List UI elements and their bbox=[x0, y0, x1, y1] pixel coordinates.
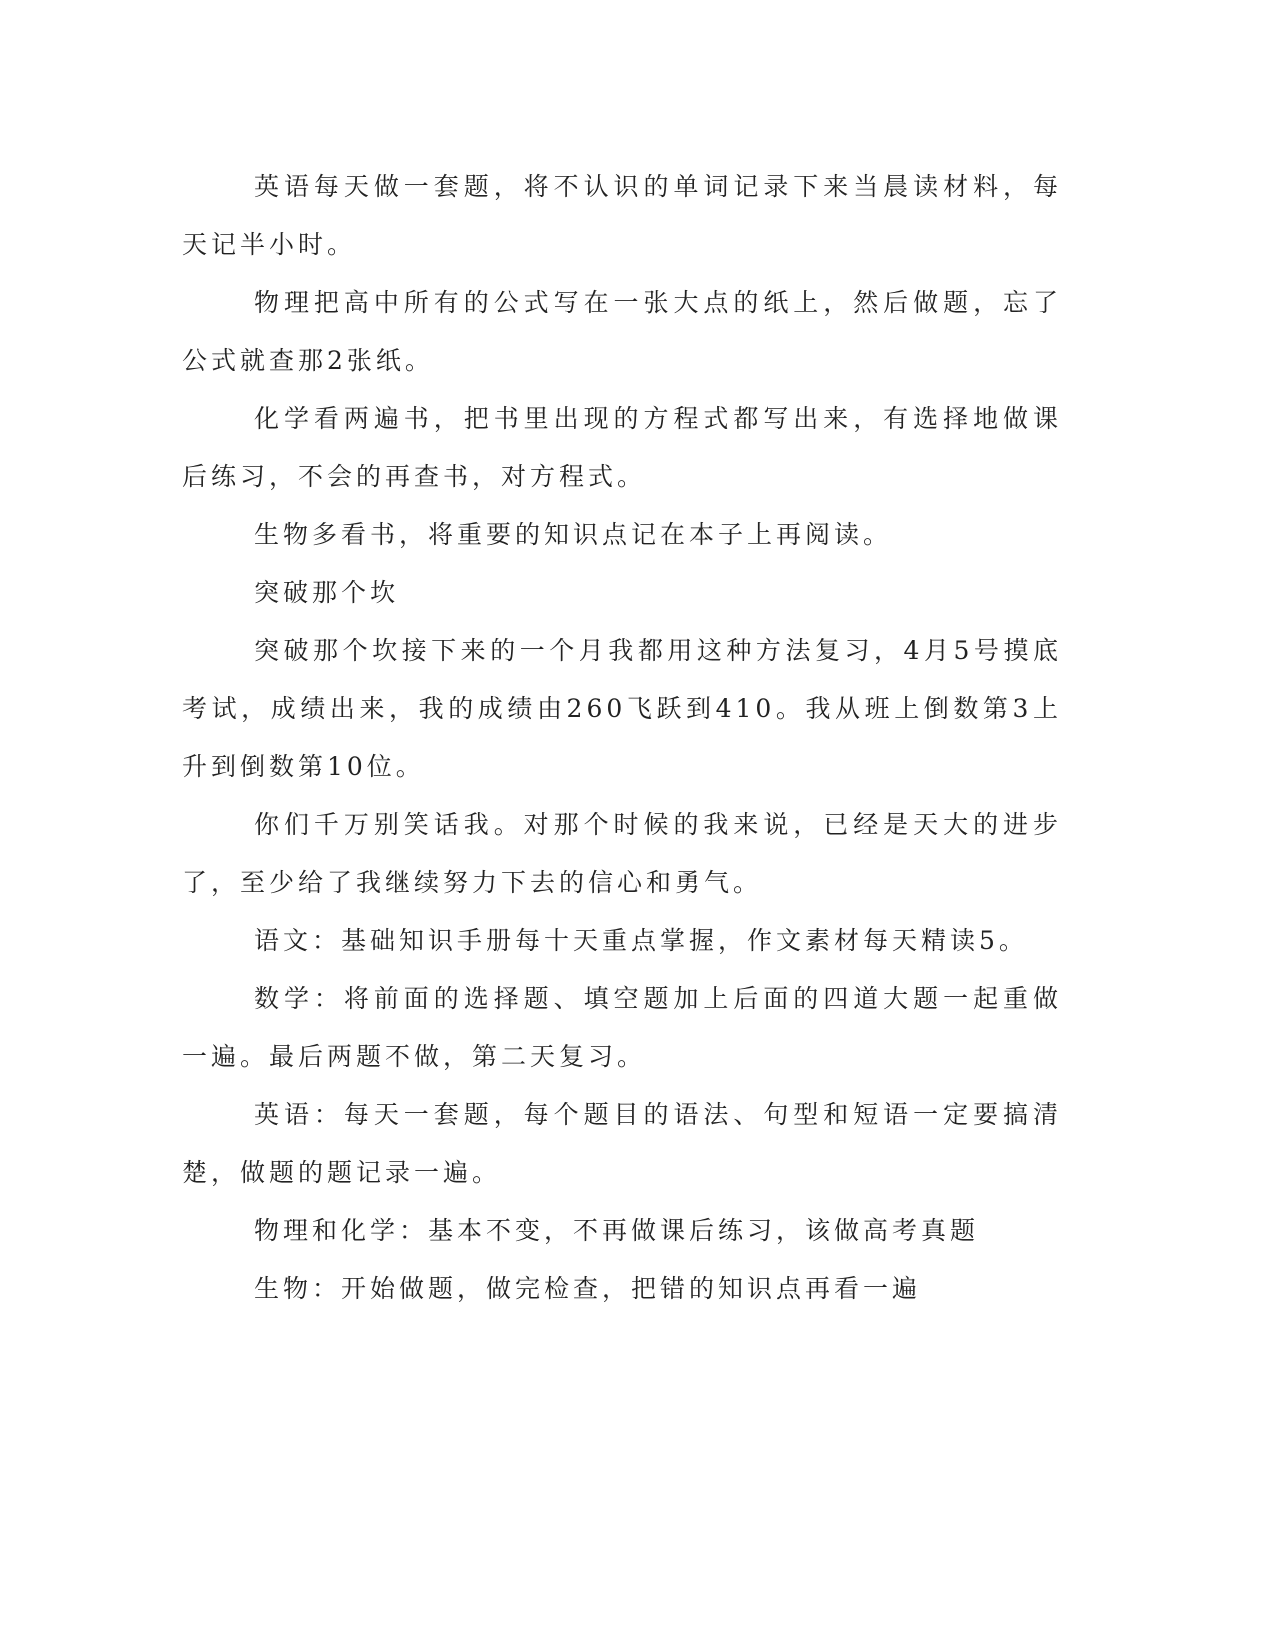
paragraph-english-plan: 英语：每天一套题，每个题目的语法、句型和短语一定要搞清楚，做题的题记录一遍。 bbox=[182, 1100, 1062, 1187]
paragraph-physics-formulas: 物理把高中所有的公式写在一张大点的纸上，然后做题，忘了公式就查那2张纸。 bbox=[182, 288, 1062, 375]
paragraph-chinese-plan: 语文：基础知识手册每十天重点掌握，作文素材每天精读5。 bbox=[254, 926, 1028, 955]
paragraph-math-plan: 数学：将前面的选择题、填空题加上后面的四道大题一起重做一遍。最后两题不做，第二天复习。 bbox=[182, 984, 1062, 1071]
paragraph-biology-plan: 生物：开始做题，做完检查，把错的知识点再看一遍 bbox=[254, 1274, 922, 1303]
paragraph-exam-result: 突破那个坎接下来的一个月我都用这种方法复习，4月5号摸底考试，成绩出来，我的成绩由260飞跃到410。我从班上倒数第3上升到倒数第10位。 bbox=[182, 636, 1062, 781]
paragraph-english-routine: 英语每天做一套题，将不认识的单词记录下来当晨读材料，每天记半小时。 bbox=[182, 172, 1062, 259]
paragraph-chemistry-equations: 化学看两遍书，把书里出现的方程式都写出来，有选择地做课后练习，不会的再查书，对方程式。 bbox=[182, 404, 1062, 491]
document-body bbox=[182, 158, 1062, 1318]
section-heading: 突破那个坎 bbox=[254, 578, 400, 607]
paragraph-confidence: 你们千万别笑话我。对那个时候的我来说，已经是天大的进步了，至少给了我继续努力下去的信心和勇气。 bbox=[182, 810, 1062, 897]
paragraph-physics-chemistry-plan: 物理和化学：基本不变，不再做课后练习，该做高考真题 bbox=[254, 1216, 980, 1245]
paragraph-biology-reading: 生物多看书，将重要的知识点记在本子上再阅读。 bbox=[254, 520, 893, 549]
